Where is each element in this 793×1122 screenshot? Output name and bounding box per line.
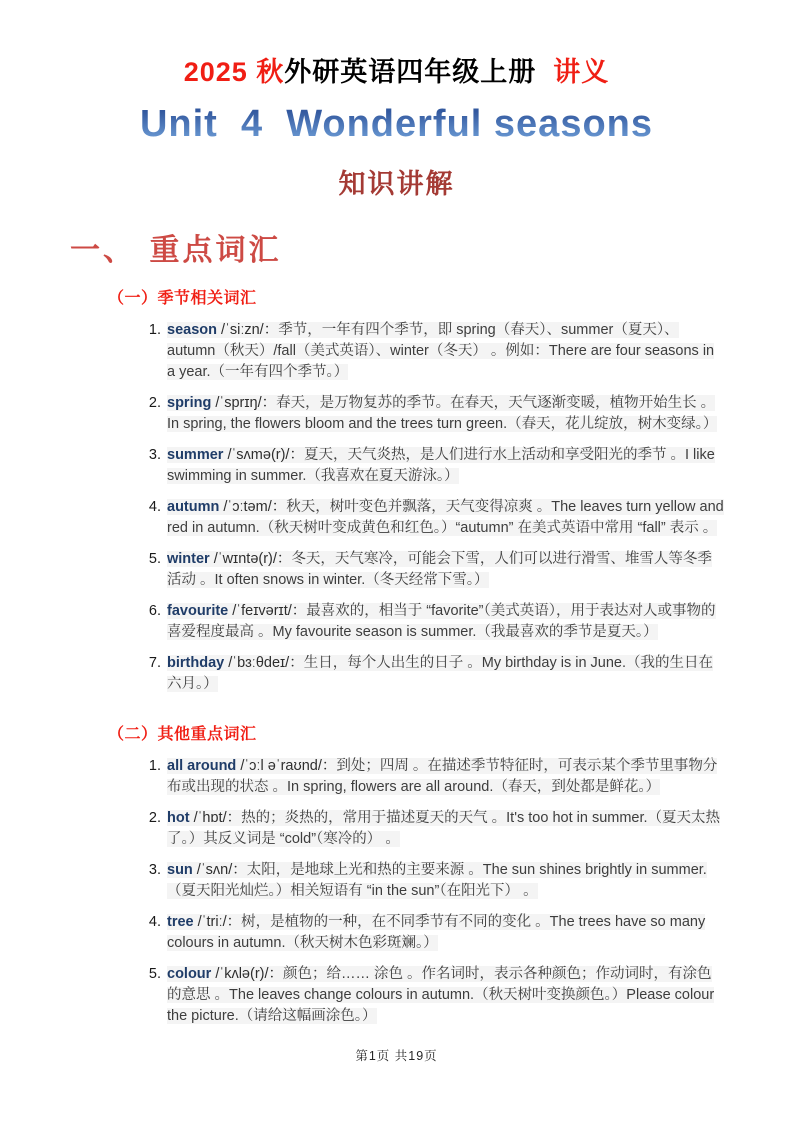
vocab-item — [165, 393, 726, 435]
vocab-pronunciation: /ˈsprɪŋ/： — [211, 395, 277, 411]
vocab-pronunciation: /ˈfeɪvərɪt/： — [228, 603, 307, 619]
vocab-pronunciation: /ˈwɪntə(r)/： — [209, 551, 292, 567]
doc-title-year: 2025 秋 — [183, 57, 285, 87]
vocab-pronunciation: /ˈsiːzn/： — [216, 322, 279, 338]
vocab-word: autumn — [167, 499, 220, 515]
vocab-definition: 颜色；给…… 涂色 。作名词时，表示各种颜色；作动词时，有涂色的意思 。The leaves change colours in autumn.（秋天树叶变换颜色。）Please colour the picture.（请给这幅画涂色。） — [167, 966, 715, 1024]
vocab-item — [165, 601, 726, 643]
knowledge-section-title: 知识讲解 — [338, 169, 455, 200]
vocab-item — [165, 860, 726, 902]
vocab-definition: 春天，是万物复苏的季节。在春天，天气逐渐变暖，植物开始生长 。In spring, the flowers bloom and the trees turn green.（春天，花儿绽放，树木变绿。） — [167, 395, 718, 432]
vocab-item — [165, 549, 726, 591]
vocab-definition: 树，是植物的一种，在不同季节有不同的变化 。The trees have so many colours in autumn.（秋天树木色彩斑斓。） — [167, 914, 706, 951]
vocab-item — [165, 320, 726, 383]
vocab-pronunciation: /ˈhɒt/： — [189, 810, 242, 826]
vocab-word: hot — [167, 810, 190, 826]
vocab-pronunciation: /ˈtriː/： — [193, 914, 242, 930]
subsection-1-heading: （一）季节相关词汇 — [108, 290, 257, 307]
vocab-pronunciation: /ˈsʌmə(r)/： — [223, 447, 304, 463]
vocab-list-seasons — [138, 320, 726, 695]
vocab-definition: 到处；四周 。在描述季节特征时，可表示某个季节里事物分布或出现的状态 。In spring, flowers are all around.（春天，到处都是鲜花。） — [167, 758, 718, 795]
vocab-pronunciation: /ˈsʌn/： — [192, 862, 247, 878]
doc-title-main: 外研英语四年级上册 — [284, 57, 537, 87]
vocab-word: sun — [167, 862, 193, 878]
vocab-pronunciation: /ˈbɜːθdeɪ/： — [224, 655, 304, 671]
vocab-word: colour — [167, 966, 212, 982]
doc-title-suffix: 讲义 — [536, 57, 610, 87]
vocab-item — [165, 808, 726, 850]
vocab-definition: 生日，每个人出生的日子 。My birthday is in June.（我的生日在六月。） — [167, 655, 714, 692]
doc-title — [0, 50, 793, 89]
unit-title: Unit 4 Wonderful seasons — [0, 103, 793, 146]
vocab-definition: 冬天，天气寒冷，可能会下雪，人们可以进行滑雪、堆雪人等冬季活动 。It often snows in winter.（冬天经常下雪。） — [167, 551, 712, 588]
vocab-item — [165, 912, 726, 954]
vocab-word: birthday — [167, 655, 225, 671]
vocab-item — [165, 497, 726, 539]
vocab-definition: 太阳，是地球上光和热的主要来源 。The sun shines brightly in summer.（夏天阳光灿烂。）相关短语有 “in the sun”（在阳光下） 。 — [167, 862, 707, 899]
vocab-pronunciation: /ˈkʌlə(r)/： — [211, 966, 283, 982]
vocab-word: season — [167, 322, 217, 338]
vocab-definition: 季节，一年有四个季节，即 spring（春天）、summer（夏天）、autumn（秋天）/fall（美式英语）、winter（冬天） 。例如：There are four seasons in a year.（一年有四个季节。） — [167, 322, 715, 380]
vocab-word: spring — [167, 395, 212, 411]
vocab-pronunciation: /ˈɔːl əˈraʊnd/： — [236, 758, 337, 774]
vocab-heading: 一、 重点词汇 — [70, 233, 282, 268]
vocab-word: tree — [167, 914, 194, 930]
vocab-definition: 夏天，天气炎热，是人们进行水上活动和享受阳光的季节 。I like swimming in summer.（我喜欢在夏天游泳。） — [167, 447, 715, 484]
vocab-item — [165, 756, 726, 798]
vocab-definition: 热的；炎热的，常用于描述夏天的天气 。It's too hot in summer.（夏天太热了。）其反义词是 “cold”（寒冷的） 。 — [167, 810, 721, 847]
vocab-pronunciation: /ˈɔːtəm/： — [219, 499, 287, 515]
subsection-2-heading: （二）其他重点词汇 — [108, 726, 257, 743]
vocab-definition: 最喜欢的，相当于 “favorite”（美式英语），用于表达对人或事物的喜爱程度最高 。My favourite season is summer.（我最喜欢的季节是夏天。） — [167, 603, 716, 640]
vocab-item — [165, 964, 726, 1027]
vocab-word: all around — [167, 758, 237, 774]
vocab-word: summer — [167, 447, 224, 463]
vocab-list-other — [138, 756, 726, 1027]
vocab-item — [165, 653, 726, 695]
vocab-word: winter — [167, 551, 210, 567]
vocab-definition: 秋天，树叶变色并飘落，天气变得凉爽 。The leaves turn yellow and red in autumn.（秋天树叶变成黄色和红色。）“autumn” 在美式英语中常用 “fall” 表示 。 — [167, 499, 724, 536]
page-footer: 第1页 共19页 — [355, 1049, 438, 1063]
vocab-word: favourite — [167, 603, 229, 619]
vocab-item — [165, 445, 726, 487]
